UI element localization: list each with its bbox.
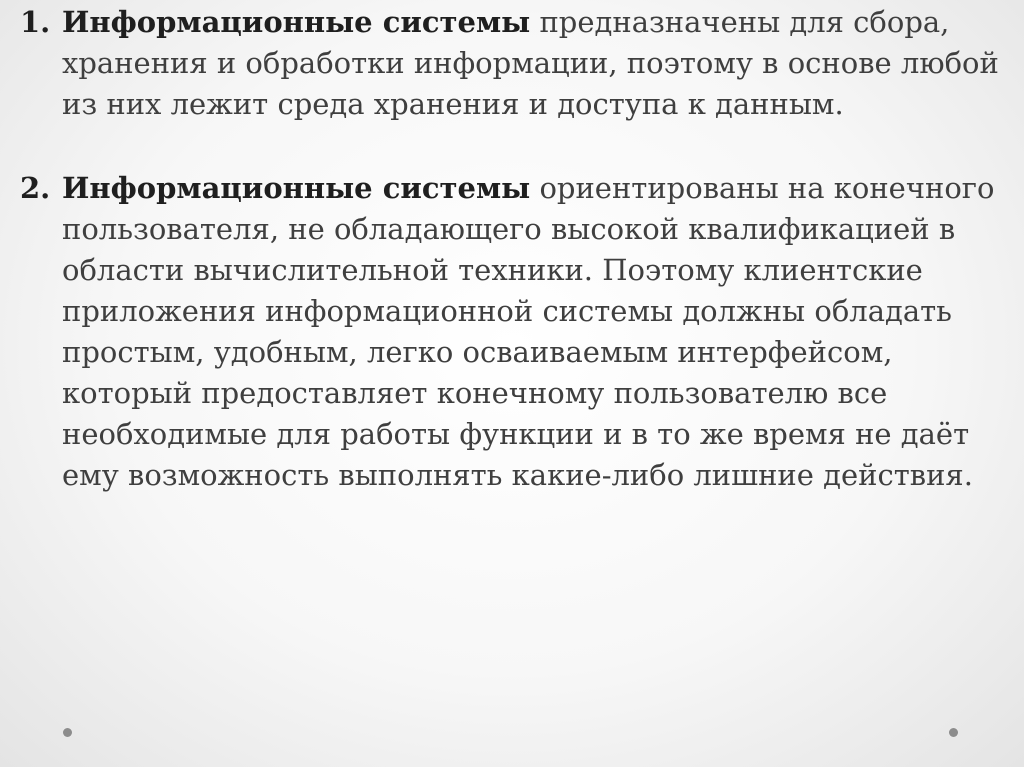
corner-dot-left (63, 728, 72, 737)
item-lead-bold: Информационные системы (62, 5, 531, 39)
corner-dot-right (949, 728, 958, 737)
item-text: предназначены для сбора, хранения и обработки информации, поэтому в основе любой из них лежит среда хранения и доступа к данным. (62, 5, 999, 121)
list-item (20, 2, 1010, 125)
list-item (20, 168, 1010, 496)
item-number: 2. (20, 171, 51, 205)
item-number: 1. (20, 5, 51, 39)
item-text: ориентированы на конечного пользователя, не обладающего высокой квалификацией в области вычислительной техники. Поэтому клиентские приложения информационной системы должны обладать простым, удобным, легко осваиваемым интерфейсом, который предоставляет конечному пользователю все необходимые для работы функции и в то же время не даёт ему возможность выполнять какие-либо лишние действия. (62, 171, 995, 492)
numbered-list (20, 2, 1010, 496)
item-lead-bold: Информационные системы (62, 171, 531, 205)
